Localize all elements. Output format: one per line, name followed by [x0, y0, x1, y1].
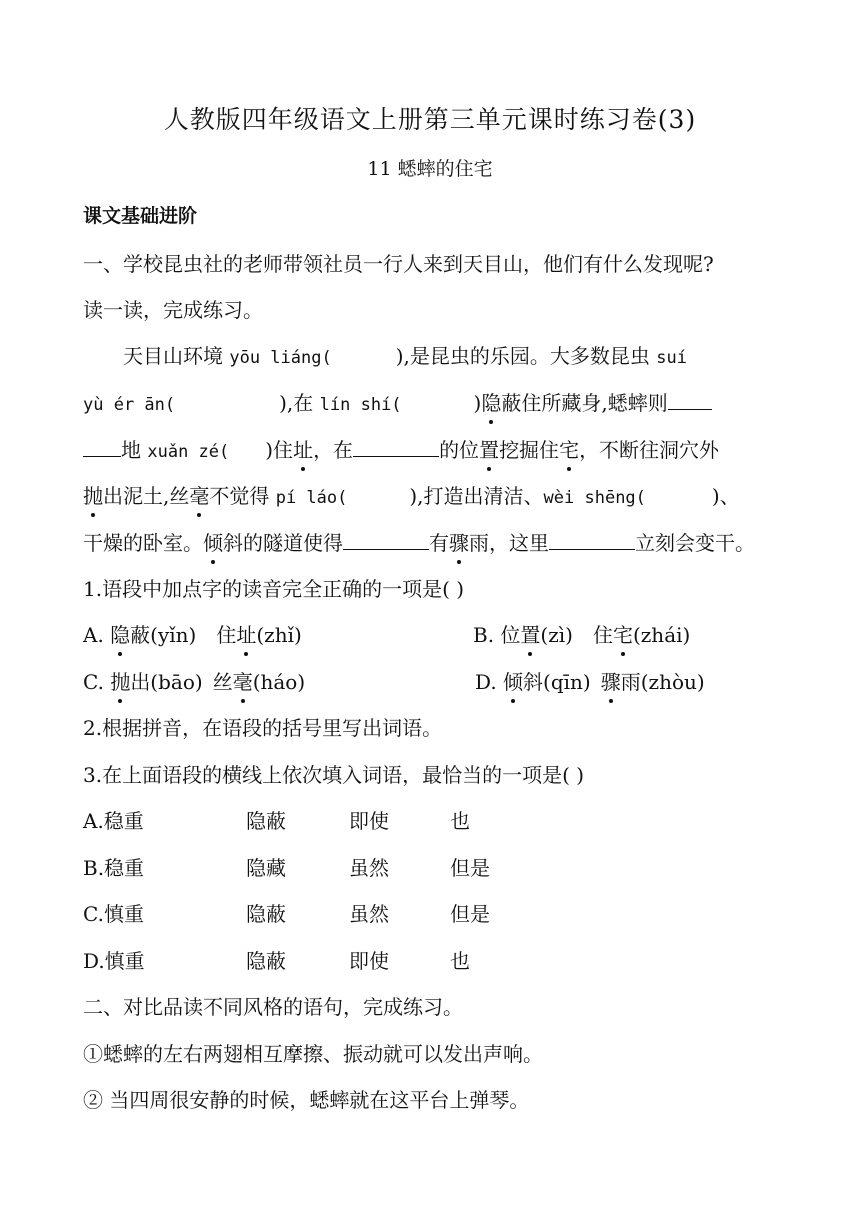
dotted-character: 骤 [449, 531, 469, 555]
choice-word: 也 [450, 949, 470, 973]
fill-blank[interactable] [549, 529, 635, 550]
comparison-sentence-1: ①蟋蟀的左右两翅相互摩擦、振动就可以发出声响。 [83, 1042, 543, 1066]
choice-word: D.慎重 [83, 949, 145, 973]
dotted-character: 宅 [612, 623, 633, 647]
passage-text: 干燥的卧室。 [83, 531, 203, 555]
passage-text: 雨，这里 [469, 531, 549, 555]
question-1-instruction: 读一读，完成练习。 [83, 298, 263, 322]
pinyin-prompt: wèi shēng( [543, 488, 646, 508]
option-text: 住 [592, 623, 613, 647]
pinyin-prompt: lín shí( [319, 395, 402, 415]
passage-text: 的位 [439, 438, 480, 462]
option-text: (háo) [252, 670, 306, 694]
dotted-character: 倾 [203, 531, 223, 555]
pinyin-prompt: pí láo( [275, 488, 348, 508]
sub-question-2: 2.根据拼音，在语段的括号里写出词语。 [83, 716, 443, 740]
passage-line-4 [83, 482, 790, 512]
option-text: 蔽(yǐn) [130, 623, 197, 647]
passage-text: )、 [711, 484, 740, 508]
dotted-character: 毫 [232, 670, 253, 694]
option-label: B. [473, 623, 501, 647]
choice-word: 虽然 [349, 856, 389, 880]
passage-text: ),是昆虫的乐园。大多数昆虫 [395, 344, 657, 368]
dotted-character: 毫 [189, 484, 210, 508]
passage-text: 天目山环境 [123, 344, 230, 368]
passage-line-1 [123, 342, 790, 372]
passage-text: 地 [121, 438, 148, 462]
pinyin-prompt: suí [656, 348, 687, 368]
dotted-character: 置 [520, 623, 541, 647]
option-a[interactable] [83, 621, 302, 649]
passage-text: 不觉得 [209, 484, 276, 508]
option-text: (zì) [540, 623, 573, 647]
option-label: A. [83, 623, 111, 647]
option-label: D. [475, 670, 504, 694]
dotted-character: 宅 [559, 438, 580, 462]
lesson-subtitle: 11 蟋蟀的住宅 [367, 158, 493, 180]
dotted-character: 骤 [600, 670, 621, 694]
dotted-character: 抛 [83, 484, 103, 508]
option-b[interactable] [473, 621, 690, 649]
passage-line-2 [83, 389, 790, 419]
choice-word: 也 [450, 809, 470, 833]
fill-blank[interactable] [668, 389, 712, 410]
choice-word: B.稳重 [83, 856, 145, 880]
question-2-intro: 二、对比品读不同风格的语句，完成练习。 [83, 995, 463, 1019]
option-label: C. [83, 670, 111, 694]
sub-question-3: 3.在上面语段的横线上依次填入词语，最恰当的一项是( ) [83, 763, 585, 787]
choice-word: 即使 [349, 809, 389, 833]
passage-text: )住 [265, 438, 294, 462]
dotted-character: 隐 [110, 623, 131, 647]
passage-text: ),打造出清洁、 [409, 484, 544, 508]
option-text: (zhǐ) [256, 623, 302, 647]
option-c[interactable] [83, 668, 305, 696]
passage-line-3 [83, 436, 790, 466]
passage-text: ),在 [279, 391, 320, 415]
dotted-character: 址 [293, 438, 314, 462]
passage-text: 立刻会变干。 [635, 531, 755, 555]
passage-text: 挖掘住 [499, 438, 560, 462]
fill-blank[interactable] [353, 436, 439, 457]
dotted-character: 址 [236, 623, 257, 647]
choice-word: 隐蔽 [246, 902, 286, 926]
option-text: 出(bāo) [130, 670, 203, 694]
passage-text: 蔽住所藏身,蟋蟀则 [501, 391, 668, 415]
passage-text: 出泥土,丝 [103, 484, 190, 508]
pinyin-prompt: yōu liáng( [229, 348, 332, 368]
option-text: 住 [216, 623, 237, 647]
option-d[interactable] [475, 668, 705, 696]
choice-word: 隐蔽 [246, 809, 286, 833]
choice-word: 但是 [450, 856, 490, 880]
choice-word: 隐藏 [246, 856, 286, 880]
dotted-character: 抛 [110, 670, 131, 694]
passage-text: 斜的隧道使得 [223, 531, 343, 555]
pinyin-prompt: yù ér ān( [83, 395, 176, 415]
choice-word: 但是 [450, 902, 490, 926]
dotted-character: 隐 [481, 391, 502, 415]
page-title: 人教版四年级语文上册第三单元课时练习卷(3) [163, 105, 697, 134]
section-heading: 课文基础进阶 [83, 205, 198, 227]
comparison-sentence-2: ② 当四周很安静的时候，蟋蟀就在这平台上弹琴。 [83, 1088, 530, 1112]
option-text: 位 [500, 623, 521, 647]
option-text: (zhái) [632, 623, 691, 647]
option-text: 雨(zhòu) [620, 670, 705, 694]
dotted-character: 置 [479, 438, 500, 462]
sub-question-1: 1.语段中加点字的读音完全正确的一项是( ) [83, 577, 465, 601]
choice-word: 虽然 [349, 902, 389, 926]
choice-word: A.稳重 [83, 809, 144, 833]
passage-text: ，不断往洞穴外 [579, 438, 720, 462]
fill-blank[interactable] [83, 436, 121, 457]
passage-text: 有 [429, 531, 449, 555]
passage-line-5 [83, 529, 790, 557]
choice-word: 即使 [349, 949, 389, 973]
option-text: 斜(qīn) [523, 670, 591, 694]
passage-text: ) [473, 391, 482, 415]
passage-text: ，在 [313, 438, 354, 462]
choice-word: C.慎重 [83, 902, 144, 926]
fill-blank[interactable] [343, 529, 429, 550]
question-1-intro: 一、学校昆虫社的老师带领社员一行人来到天目山，他们有什么发现呢? [83, 252, 714, 276]
option-text: 丝 [212, 670, 233, 694]
pinyin-prompt: xuǎn zé( [147, 442, 230, 462]
choice-word: 隐蔽 [246, 949, 286, 973]
dotted-character: 倾 [503, 670, 524, 694]
